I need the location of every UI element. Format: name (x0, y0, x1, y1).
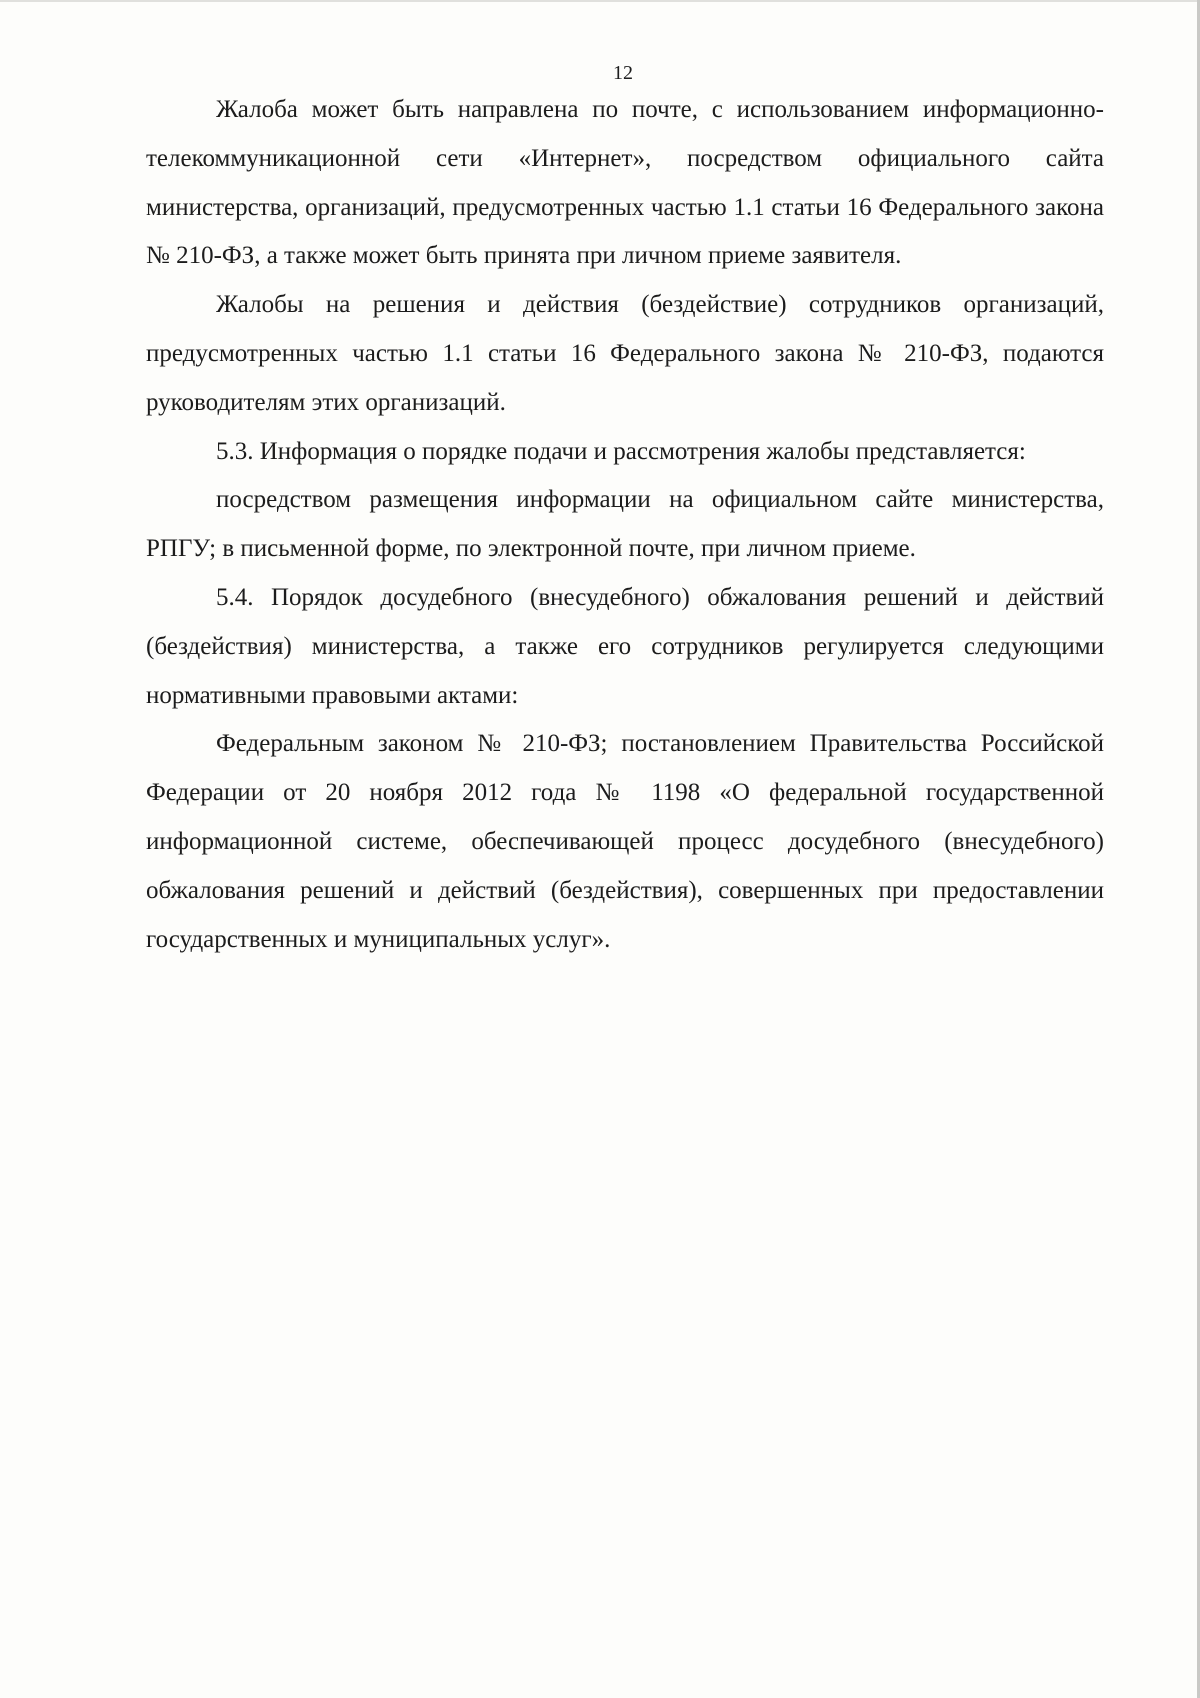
paragraph-info-channels: посредством размещения информации на официальном сайте министерства, РПГУ; в письменной форме, по электронной почте, при личном приеме. (146, 486, 1104, 563)
paragraph-complaints-to-heads: Жалобы на решения и действия (бездействие) сотрудников организаций, предусмотренных частью 1.1 статьи 16 Федерального закона № 210-ФЗ, подаются руководителям этих организаций. (146, 291, 1104, 416)
paragraph-5-3: 5.3. Информация о порядке подачи и рассмотрения жалобы представляется: (216, 437, 1026, 465)
paragraph-5-4: 5.4. Порядок досудебного (внесудебного) обжалования решений и действий (бездействия) министерства, а также его сотрудников регулируется следующими нормативными правовыми актами: (146, 583, 1104, 709)
page-top-edge (0, 0, 1200, 2)
document-body (146, 86, 1104, 964)
page-number: 12 (613, 62, 633, 84)
paragraph-complaint-channels: Жалоба может быть направлена по почте, с использованием информационно-телекоммуникационной сети «Интернет», посредством официального сайта министерства, организаций, предусмотренных частью 1.1 статьи 16 Федерального закона № 210-ФЗ, а также может быть принята при личном приеме заявителя. (146, 96, 1104, 270)
paragraph-legal-acts: Федеральным законом № 210-ФЗ; постановлением Правительства Российской Федерации от 20 ноября 2012 года № 1198 «О федеральной государственной информационной системе, обеспечивающей процесс досудебного (внесудебного) обжалования решений и действий (бездействия), совершенных при предоставлении государственных и муниципальных услуг». (146, 730, 1104, 953)
